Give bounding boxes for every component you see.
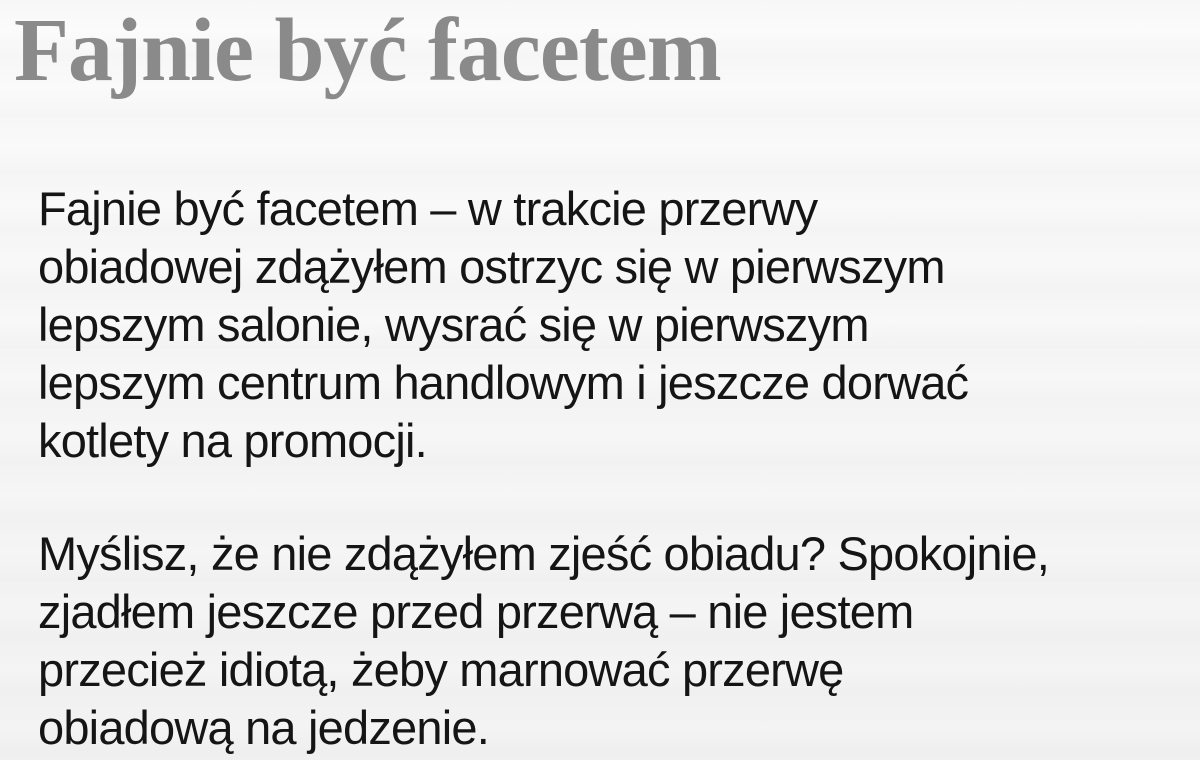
text-line: obiadową na jedzenie. xyxy=(38,701,489,754)
text-line: przecież idiotą, żeby marnować przerwę xyxy=(38,643,844,696)
paragraph-1 xyxy=(38,180,1180,470)
text-line: Myślisz, że nie zdążyłem zjeść obiadu? Spokojnie, xyxy=(38,527,1049,580)
text-line: lepszym salonie, wysrać się w pierwszym xyxy=(38,298,869,351)
text-line: zjadłem jeszcze przed przerwą – nie jestem xyxy=(38,585,914,638)
text-line: kotlety na promocji. xyxy=(38,414,427,467)
paragraph-2 xyxy=(38,525,1180,757)
text-line: obiadowej zdążyłem ostrzyc się w pierwszym xyxy=(38,240,945,293)
text-line: lepszym centrum handlowym i jeszcze dorwać xyxy=(38,356,969,409)
page-title: Fajnie być facetem xyxy=(14,1,721,100)
text-line: Fajnie być facetem – w trakcie przerwy xyxy=(38,182,818,235)
